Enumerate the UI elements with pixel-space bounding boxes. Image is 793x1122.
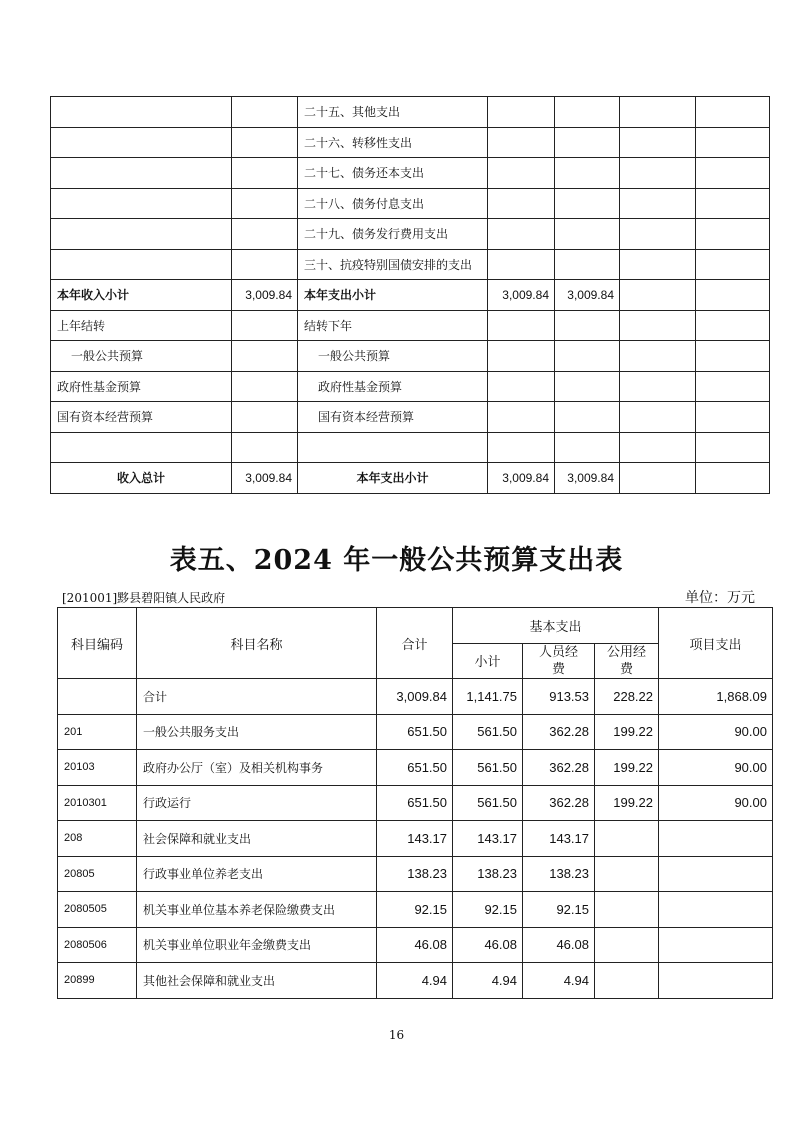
public-value	[595, 821, 659, 857]
subtotal-value: 1,141.75	[453, 679, 523, 715]
general-budget-amount	[555, 402, 620, 433]
personnel-value: 362.28	[523, 785, 595, 821]
empty-cell	[620, 219, 696, 250]
expenditure-item: 本年支出小计	[298, 463, 488, 494]
table-row	[51, 371, 770, 402]
empty-cell	[696, 249, 770, 280]
expenditure-item: 二十八、债务付息支出	[298, 188, 488, 219]
expenditure-amount	[488, 127, 555, 158]
empty-cell	[696, 310, 770, 341]
table-row	[51, 127, 770, 158]
subject-name: 政府办公厅（室）及相关机构事务	[137, 750, 377, 786]
personnel-value: 92.15	[523, 892, 595, 928]
income-item	[51, 219, 232, 250]
table-row	[58, 963, 773, 999]
subtotal-value: 561.50	[453, 750, 523, 786]
expenditure-item: 本年支出小计	[298, 280, 488, 311]
header-row	[58, 608, 773, 644]
subject-name: 其他社会保障和就业支出	[137, 963, 377, 999]
income-item	[51, 432, 232, 463]
subject-code: 2010301	[58, 785, 137, 821]
table-row	[51, 402, 770, 433]
project-value: 1,868.09	[659, 679, 773, 715]
empty-cell	[696, 432, 770, 463]
general-budget-amount	[555, 371, 620, 402]
project-value: 90.00	[659, 785, 773, 821]
subject-code: 20103	[58, 750, 137, 786]
project-value	[659, 927, 773, 963]
general-budget-expenditure-table	[57, 607, 773, 999]
expenditure-item: 二十九、债务发行费用支出	[298, 219, 488, 250]
expenditure-amount	[488, 432, 555, 463]
public-value: 228.22	[595, 679, 659, 715]
table-row	[51, 463, 770, 494]
expenditure-item: 政府性基金预算	[298, 371, 488, 402]
project-value	[659, 821, 773, 857]
personnel-value: 362.28	[523, 714, 595, 750]
empty-cell	[696, 158, 770, 189]
general-budget-amount	[555, 249, 620, 280]
expenditure-item: 一般公共预算	[298, 341, 488, 372]
empty-cell	[620, 249, 696, 280]
expenditure-amount	[488, 249, 555, 280]
empty-cell	[620, 97, 696, 128]
organization-label: [201001]黟县碧阳镇人民政府	[62, 591, 226, 605]
table-row	[58, 892, 773, 928]
income-amount	[232, 341, 298, 372]
empty-cell	[620, 127, 696, 158]
personnel-value: 46.08	[523, 927, 595, 963]
table-row	[58, 821, 773, 857]
public-value: 199.22	[595, 785, 659, 821]
income-expenditure-summary-table	[50, 96, 770, 494]
total-value: 92.15	[377, 892, 453, 928]
subject-name: 一般公共服务支出	[137, 714, 377, 750]
header-total: 合计	[377, 608, 453, 679]
expenditure-item: 二十五、其他支出	[298, 97, 488, 128]
personnel-value: 138.23	[523, 856, 595, 892]
table-row	[58, 714, 773, 750]
income-amount	[232, 402, 298, 433]
subject-name: 合计	[137, 679, 377, 715]
table-row	[51, 158, 770, 189]
header-code: 科目编码	[58, 608, 137, 679]
expenditure-item: 二十七、债务还本支出	[298, 158, 488, 189]
general-budget-amount	[555, 188, 620, 219]
general-budget-amount	[555, 127, 620, 158]
income-amount	[232, 371, 298, 402]
project-value: 90.00	[659, 714, 773, 750]
income-amount: 3,009.84	[232, 280, 298, 311]
project-value	[659, 856, 773, 892]
table-row	[58, 856, 773, 892]
table-row	[51, 97, 770, 128]
general-budget-amount: 3,009.84	[555, 463, 620, 494]
subtotal-value: 4.94	[453, 963, 523, 999]
unit-label: 单位：万元	[685, 590, 755, 606]
table-row	[58, 927, 773, 963]
empty-cell	[620, 341, 696, 372]
income-item	[51, 188, 232, 219]
income-item: 政府性基金预算	[51, 371, 232, 402]
income-amount	[232, 97, 298, 128]
table-row	[51, 219, 770, 250]
expenditure-amount: 3,009.84	[488, 280, 555, 311]
empty-cell	[696, 127, 770, 158]
empty-cell	[696, 341, 770, 372]
general-budget-amount	[555, 432, 620, 463]
table-row	[58, 679, 773, 715]
project-value: 90.00	[659, 750, 773, 786]
empty-cell	[620, 371, 696, 402]
public-value	[595, 963, 659, 999]
expenditure-amount	[488, 158, 555, 189]
expenditure-item: 二十六、转移性支出	[298, 127, 488, 158]
income-item: 一般公共预算	[51, 341, 232, 372]
subtotal-value: 138.23	[453, 856, 523, 892]
header-basic: 基本支出	[453, 608, 659, 644]
public-value	[595, 927, 659, 963]
subject-name: 机关事业单位职业年金缴费支出	[137, 927, 377, 963]
general-budget-amount: 3,009.84	[555, 280, 620, 311]
general-budget-amount	[555, 219, 620, 250]
expenditure-amount	[488, 371, 555, 402]
expenditure-amount	[488, 402, 555, 433]
personnel-value: 913.53	[523, 679, 595, 715]
table-row	[58, 785, 773, 821]
header-subtotal: 小计	[453, 643, 523, 679]
income-amount	[232, 188, 298, 219]
subject-name: 行政运行	[137, 785, 377, 821]
income-amount	[232, 310, 298, 341]
table-row	[51, 341, 770, 372]
income-item	[51, 97, 232, 128]
total-value: 3,009.84	[377, 679, 453, 715]
empty-cell	[620, 463, 696, 494]
empty-cell	[620, 432, 696, 463]
empty-cell	[696, 219, 770, 250]
header-project: 项目支出	[659, 608, 773, 679]
table-row	[51, 249, 770, 280]
page-number: 16	[388, 1028, 405, 1042]
subject-code: 208	[58, 821, 137, 857]
income-item	[51, 158, 232, 189]
general-budget-amount	[555, 341, 620, 372]
subject-name: 社会保障和就业支出	[137, 821, 377, 857]
expenditure-amount	[488, 188, 555, 219]
income-item	[51, 127, 232, 158]
personnel-value: 4.94	[523, 963, 595, 999]
empty-cell	[620, 158, 696, 189]
empty-cell	[696, 280, 770, 311]
expenditure-amount	[488, 341, 555, 372]
empty-cell	[620, 402, 696, 433]
subject-name: 行政事业单位养老支出	[137, 856, 377, 892]
total-value: 651.50	[377, 750, 453, 786]
subtotal-value: 46.08	[453, 927, 523, 963]
income-item: 上年结转	[51, 310, 232, 341]
empty-cell	[696, 463, 770, 494]
total-value: 143.17	[377, 821, 453, 857]
expenditure-item: 结转下年	[298, 310, 488, 341]
expenditure-amount	[488, 219, 555, 250]
table-title: 表五、2024 年一般公共预算支出表	[169, 545, 624, 576]
subtotal-value: 92.15	[453, 892, 523, 928]
public-value: 199.22	[595, 750, 659, 786]
income-item: 收入总计	[51, 463, 232, 494]
income-amount	[232, 158, 298, 189]
empty-cell	[620, 280, 696, 311]
empty-cell	[696, 371, 770, 402]
general-budget-amount	[555, 310, 620, 341]
header-public: 公用经费	[595, 643, 659, 679]
empty-cell	[696, 402, 770, 433]
income-amount	[232, 127, 298, 158]
income-item: 国有资本经营预算	[51, 402, 232, 433]
expenditure-item	[298, 432, 488, 463]
total-value: 4.94	[377, 963, 453, 999]
total-value: 651.50	[377, 714, 453, 750]
income-item: 本年收入小计	[51, 280, 232, 311]
personnel-value: 362.28	[523, 750, 595, 786]
header-name: 科目名称	[137, 608, 377, 679]
general-budget-amount	[555, 97, 620, 128]
project-value	[659, 963, 773, 999]
income-amount	[232, 249, 298, 280]
expenditure-amount: 3,009.84	[488, 463, 555, 494]
header-personnel: 人员经费	[523, 643, 595, 679]
income-amount	[232, 219, 298, 250]
total-value: 138.23	[377, 856, 453, 892]
subject-code	[58, 679, 137, 715]
subject-code: 2080505	[58, 892, 137, 928]
expenditure-amount	[488, 97, 555, 128]
expenditure-amount	[488, 310, 555, 341]
table-row	[58, 750, 773, 786]
income-amount: 3,009.84	[232, 463, 298, 494]
table-row	[51, 310, 770, 341]
table-row	[51, 188, 770, 219]
project-value	[659, 892, 773, 928]
public-value	[595, 892, 659, 928]
income-amount	[232, 432, 298, 463]
subject-code: 2080506	[58, 927, 137, 963]
subject-code: 201	[58, 714, 137, 750]
table-row	[51, 432, 770, 463]
subtotal-value: 561.50	[453, 785, 523, 821]
public-value: 199.22	[595, 714, 659, 750]
personnel-value: 143.17	[523, 821, 595, 857]
expenditure-item: 国有资本经营预算	[298, 402, 488, 433]
empty-cell	[696, 188, 770, 219]
empty-cell	[620, 188, 696, 219]
subject-name: 机关事业单位基本养老保险缴费支出	[137, 892, 377, 928]
total-value: 46.08	[377, 927, 453, 963]
public-value	[595, 856, 659, 892]
subject-code: 20899	[58, 963, 137, 999]
subject-code: 20805	[58, 856, 137, 892]
total-value: 651.50	[377, 785, 453, 821]
income-item	[51, 249, 232, 280]
empty-cell	[696, 97, 770, 128]
expenditure-item: 三十、抗疫特别国债安排的支出	[298, 249, 488, 280]
subtotal-value: 561.50	[453, 714, 523, 750]
table-row	[51, 280, 770, 311]
general-budget-amount	[555, 158, 620, 189]
subtotal-value: 143.17	[453, 821, 523, 857]
empty-cell	[620, 310, 696, 341]
